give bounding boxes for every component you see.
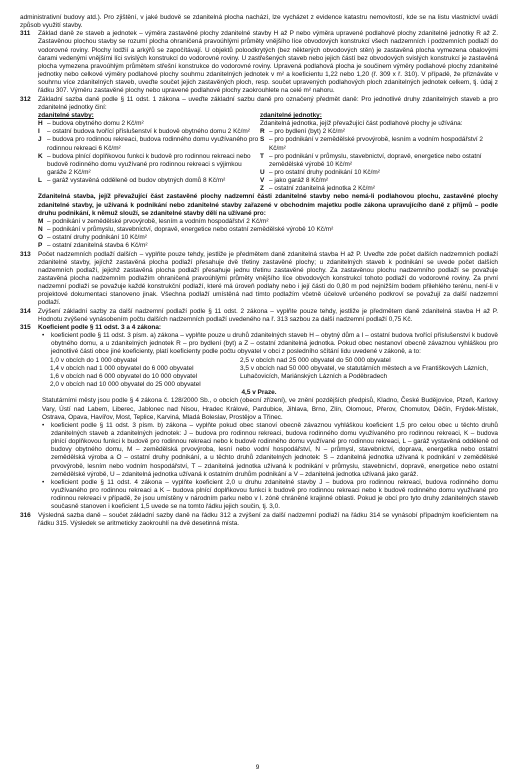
units-column bbox=[260, 112, 498, 194]
business-list bbox=[38, 218, 498, 251]
rate-item bbox=[38, 153, 260, 177]
rate-code: M bbox=[38, 217, 44, 225]
units-list bbox=[260, 128, 498, 193]
rate-description: – garáž vystavěná odděleně od budov obytných domů 8 Kč/m² bbox=[47, 177, 226, 185]
buildings-heading: zdanitelné stavby: bbox=[38, 111, 94, 119]
rate-item bbox=[260, 177, 498, 185]
rate-description: – ostatní budova tvořící příslušenství k budově obytného domu 2 Kč/m² bbox=[47, 128, 250, 136]
rate-code: R bbox=[260, 128, 265, 136]
bullet-coefficient-b bbox=[42, 422, 498, 479]
rate-code: T bbox=[260, 152, 264, 160]
bullet-icon: • bbox=[42, 332, 45, 340]
rate-item bbox=[260, 185, 498, 193]
rate-code: O bbox=[38, 234, 44, 242]
rate-description: – jako garáž 8 Kč/m² bbox=[269, 177, 329, 185]
rate-description: – budova pro rodinnou rekreaci, budova rodinného domu využívaného pro rodinnou rekreaci 6 Kč/m² bbox=[47, 136, 259, 152]
rate-code: J bbox=[38, 136, 42, 144]
rate-code: N bbox=[38, 226, 43, 234]
coefficient-line: 2,5 v obcích nad 25 000 obyvatel do 50 000 obyvatel bbox=[240, 356, 391, 364]
business-paragraph: Zdanitelná stavba, jejíž převažující část zastavěné plochy nadzemní části zdanitelné stavby nebo nemá-li podlahovou plochu, zastavěné plochy zdanitelné stavby, je užívaná k podnikání nebo zdanitelné stavby zařazené v obchodním majetku podle zákona upravujícího daně z příjmů – podle druhu podnikání, k němuž slouží, se zdanitelné stavby dělí na užívané pro: bbox=[38, 193, 498, 217]
coefficient-line: 2,0 v obcích nad 10 000 obyvatel do 25 000 obyvatel bbox=[50, 381, 201, 389]
rate-item bbox=[38, 177, 260, 185]
coefficient-left bbox=[50, 357, 240, 390]
rate-code: V bbox=[260, 177, 265, 185]
rate-item bbox=[260, 153, 498, 169]
rate-description: – pro bydlení (byt) 2 Kč/m² bbox=[269, 128, 345, 136]
row-316 bbox=[20, 512, 498, 528]
row-number: 316 bbox=[20, 511, 31, 519]
rate-code: Z bbox=[260, 185, 264, 193]
rate-code: U bbox=[260, 168, 265, 176]
coefficient-line: 1,6 v obcích nad 6 000 obyvatel do 10 000 obyvatel bbox=[50, 372, 198, 380]
coefficient-line: 1,4 v obcích nad 1 000 obyvatel do 6 000 obyvatel bbox=[50, 364, 194, 372]
bullet-icon: • bbox=[42, 421, 45, 429]
row-316-text: Výsledná sazba daně – součet základní sazby daně na řádku 312 a zvýšení za další nadzemní podlaží na řádku 314 se vynásobí případným koeficientem na řádku 315. Výsledek se aritmeticky zaokrouhlí na dvě desetinná místa. bbox=[38, 511, 498, 527]
row-313-text: Počet nadzemních podlaží dalších – vyplňte pouze tehdy, jestliže je předmětem daně zdanitelná stavba H až P. Uveďte zde počet dalších nadzemních podlaží zdanitelné stavby, jejíchž zastavěná plocha podlaží přesahuje dvě třetiny zastavěné plochy; u zdanitelných staveb k podnikání se uvede počet dalších nadzemních podlaží, jejichž zastavěná plocha podlaží přesahuje jednu třetinu zastavěné plochy. Za zastavěnou plochu nadzemního podlaží se považuje zastavěná plocha nadzemním podlažím ohraničená pravoúhlými průměty vnějšího líce obvodových konstrukcí tohoto podlaží do vodorovné roviny. Za první nadzemní podlaží se považuje každé konstrukční podlaží, které má úroveň podlahy nebo i její části do 0,80 m pod nejnižším bodem přilehlého terénu, není-li v projektové dokumentaci stanoveno jinak. Všechna podlaží umístěná nad tímto podlažím včetně účelově určeného podkroví se považují za další nadzemní podlaží. bbox=[38, 250, 498, 307]
intro-paragraph: administrativní budovy atd.). Pro zjištění, v jaké budově se zdanitelná plocha nachází, lze vycházet z evidence katastru nemovitostí, kde se na listu vlastnictví uvádí způsob využití stavby. bbox=[20, 14, 498, 30]
coefficient-prague: 4,5 v Praze. bbox=[241, 389, 277, 397]
rate-item bbox=[260, 136, 498, 152]
row-314-text: Zvýšení základní sazby za další nadzemní podlaží podle § 11 odst. 2 zákona – vyplňte pouze tehdy, jestliže je předmětem daně zdanitelná stavba H až P. Hodnotu zvýšené vynásobením počtu dalších nadzemních podlaží uvedeného na ř. 313 sazbou za další nadzemní podlaží 0,75 Kč. bbox=[38, 307, 498, 323]
rate-item bbox=[38, 128, 260, 136]
statutory-cities: Statutárními městy jsou podle § 4 zákona č. 128/2000 Sb., o obcích (obecní zřízení), ve znění pozdějších předpisů, Kladno, České Budějovice, Plzeň, Karlovy Vary, Ústí nad Labem, Liberec, Jablonec nad Nisou, Hradec Králové, Pardubice, Jihlava, Brno, Zlín, Olomouc, Přerov, Chomutov, Děčín, Frýdek-Místek, Ostrava, Opava, Havířov, Most, Teplice, Karviná, Mladá Boleslav, Prostějov a Třinec. bbox=[42, 397, 498, 421]
row-312-text: Základní sazba daně podle § 11 odst. 1 zákona – uveďte základní sazbu daně pro označený předmět daně: Pro jednotlivé druhy zdanitelných staveb a pro zdanitelné jednotky činí: bbox=[38, 95, 498, 111]
bullet-text: koeficient podle § 11 odst. 3 písm. a) zákona – vyplňte pouze u druhů zdanitelných staveb H – obytný dům a I – ostatní budova tvořící příslušenství k budově obytného domu, a u zdanitelných jednotek R – pro bydlení (byt) a Z – ostatní zdanitelná jednotka. Pokud obec nestanoví obecně závaznou vyhláškou pro jednotlivé části obce jiné koeficienty, platí koeficienty podle počtu obyvatel v obci z posledního sčítání lidu uvedené v zákoně, a to: bbox=[51, 332, 498, 356]
rate-code: S bbox=[260, 136, 265, 144]
rate-description: – pro ostatní druhy podnikání 10 Kč/m² bbox=[269, 168, 380, 176]
row-313 bbox=[20, 251, 498, 308]
units-heading: zdanitelné jednotky: bbox=[260, 111, 322, 119]
rate-description: – podnikání v zemědělské prvovýrobě, lesním a vodním hospodářství 2 Kč/m² bbox=[47, 217, 269, 225]
bullet-coefficient-4 bbox=[42, 479, 498, 512]
rate-item bbox=[38, 242, 498, 250]
rate-item bbox=[38, 218, 498, 226]
rate-description: – ostatní zdanitelná jednotka 2 Kč/m² bbox=[269, 185, 375, 193]
rate-item bbox=[38, 120, 260, 128]
row-number: 312 bbox=[20, 95, 31, 103]
rate-item bbox=[38, 234, 498, 242]
page-number: 9 bbox=[255, 764, 260, 771]
rate-code: L bbox=[38, 177, 42, 185]
row-number: 311 bbox=[20, 30, 31, 38]
row-311-text: Základ daně ze staveb a jednotek – výměra zastavěné plochy zdanitelné stavby H až P nebo výměra upravené podlahové plochy zdanitelné jednotky R až Z. Zastavěnou plochou stavby se rozumí plocha ohraničená pravoúhlými průměty vnějšího líce obvodových konstrukcí všech nadzemních i podzemních podlaží do vodorovné roviny. Plochy lodžií a arkýřů se započítávají. U objektů poloodkrytých (bez některých obvodových stěn) je zastavěná plocha vymezena obalovými čarami vedenými vnějšími líci svislých konstrukcí do vodorovné roviny. U zastřešených staveb nebo jejich částí bez obvodových svislých konstrukcí je zastavěná plocha vymezena pravoúhlým průmětem střešní konstrukce do vodorovné roviny. Upravená podlahová plocha je součinem výměry podlahové plochy zdanitelné jednotky nebo celkové výměry podlahové plochy souhrnu zdanitelných jednotek v m² a koeficientu 1,22 nebo 1,20 (ř. 309 x ř. 310). V případě, že přiznáváte v souhrnu více zdanitelných staveb, uveďte součet jejich zastavěných ploch, resp. součet upravených podlahových ploch zdanitelných jednotek celkem, tj. údaj z řádku 307. Výměru zastavěné plochy nebo upravené podlahové plochy zaokrouhlete na celé m² nahoru. bbox=[38, 30, 498, 95]
bullet-coefficient-a bbox=[42, 332, 498, 356]
units-intro: Zdanitelná jednotka, jejíž převažující část podlahové plochy je užívána: bbox=[260, 120, 463, 128]
rate-description: – budova obytného domu 2 Kč/m² bbox=[47, 120, 144, 128]
bullet-icon: • bbox=[42, 478, 45, 486]
rate-description: – budova plnící doplňkovou funkci k budově pro rodinnou rekreaci nebo budově rodinného domu využívané pro rodinnou rekreaci s výjimkou garáže 2 Kč/m² bbox=[47, 152, 251, 176]
rate-code: P bbox=[38, 242, 43, 250]
row-315 bbox=[20, 324, 498, 332]
row-311 bbox=[20, 30, 498, 95]
document-page bbox=[20, 14, 498, 528]
tax-rate-columns bbox=[38, 112, 498, 194]
rate-description: – pro podnikání v zemědělské prvovýrobě, lesním a vodním hospodářství 2 Kč/m² bbox=[269, 136, 483, 152]
rate-item bbox=[38, 136, 260, 152]
rate-code: H bbox=[38, 120, 43, 128]
row-312 bbox=[20, 96, 498, 112]
rate-code: K bbox=[38, 152, 43, 160]
coefficient-line: 3,5 v obcích nad 50 000 obyvatel, ve statutárních městech a ve Františkových Lázních, Luhačovicích, Mariánských Lázních a Poděbradech bbox=[240, 364, 488, 380]
rate-description: – ostatní druhy podnikání 10 Kč/m² bbox=[47, 234, 147, 242]
coefficient-right bbox=[240, 357, 498, 390]
coefficient-table bbox=[50, 357, 498, 390]
row-number: 315 bbox=[20, 323, 31, 331]
rate-item bbox=[38, 226, 498, 234]
row-number: 314 bbox=[20, 307, 31, 315]
rate-description: – podnikání v průmyslu, stavebnictví, dopravě, energetice nebo ostatní zemědělské výrobě 10 Kč/m² bbox=[47, 226, 334, 234]
rate-code: I bbox=[38, 128, 40, 136]
rate-description: – pro podnikání v průmyslu, stavebnictví, dopravě, energetice nebo ostatní zemědělské výrobě 10 Kč/m² bbox=[269, 152, 482, 168]
bullet-text: koeficient podle § 11 odst. 4 zákona – vyplňte koeficient 2,0 u druhu zdanitelné stavby J – budova pro rodinnou rekreaci, budova rodinného domu využívaného pro rodinnou rekreaci a K – budova plnící doplňkovou funkci k budově pro rodinnou rekreaci nebo k budově rodinného domu využívané pro rodinnou rekreaci v případě, že jsou umístěny v národním parku nebo v I. zóně chráněné krajinné oblasti. Pokud je obcí pro tyto druhy zdanitelných staveb současně stanoven i koeficient 1,5 uvede se na tomto řádku jejich součin, tj. 3,0. bbox=[51, 478, 498, 511]
rate-item bbox=[260, 169, 498, 177]
coefficient-line: 1,0 v obcích do 1 000 obyvatel bbox=[50, 356, 138, 364]
row-314 bbox=[20, 308, 498, 324]
bullet-text: koeficient podle § 11 odst. 3 písm. b) zákona – vyplňte pokud obec stanoví obecně závaznou vyhláškou koeficient 1,5 pro celou obec u těchto druhů zdanitelných staveb a zdanitelných jednotek: J – budova pro rodinnou rekreaci, budova rodinného domu využívaného pro rodinnou rekreaci, K – budova plnící doplňkovou funkci k budově pro rodinnou rekreaci nebo k budově rodinného domu využívané pro rodinnou rekreaci, L – garáž vystavěná odděleně od budovy obytného domu, M – zemědělská prvovýroba, lesní nebo vodní hospodářství, N – průmysl, stavebnictví, doprava, energetika nebo ostatní zemědělská výroba a O – ostatní druhy podnikání, a u těchto druhů zdanitelných jednotek: S – zdanitelná jednotka užívaná k podnikání v zemědělské prvovýrobě, lesním nebo vodním hospodářství, T – zdanitelná jednotka užívaná k podnikání v průmyslu, stavebnictví, dopravě, energetice nebo ostatní zemědělské výrobě, U – zdanitelná jednotka užívaná k ostatním druhům podnikání a V – zdanitelná jednotka užívaná jako garáž. bbox=[51, 421, 498, 478]
row-number: 313 bbox=[20, 250, 31, 258]
row-315-title: Koeficient podle § 11 odst. 3 a 4 zákona: bbox=[38, 323, 162, 331]
rate-item bbox=[260, 128, 498, 136]
buildings-column bbox=[38, 112, 260, 194]
buildings-list bbox=[38, 120, 260, 185]
rate-description: – ostatní zdanitelná stavba 6 Kč/m² bbox=[47, 242, 148, 250]
